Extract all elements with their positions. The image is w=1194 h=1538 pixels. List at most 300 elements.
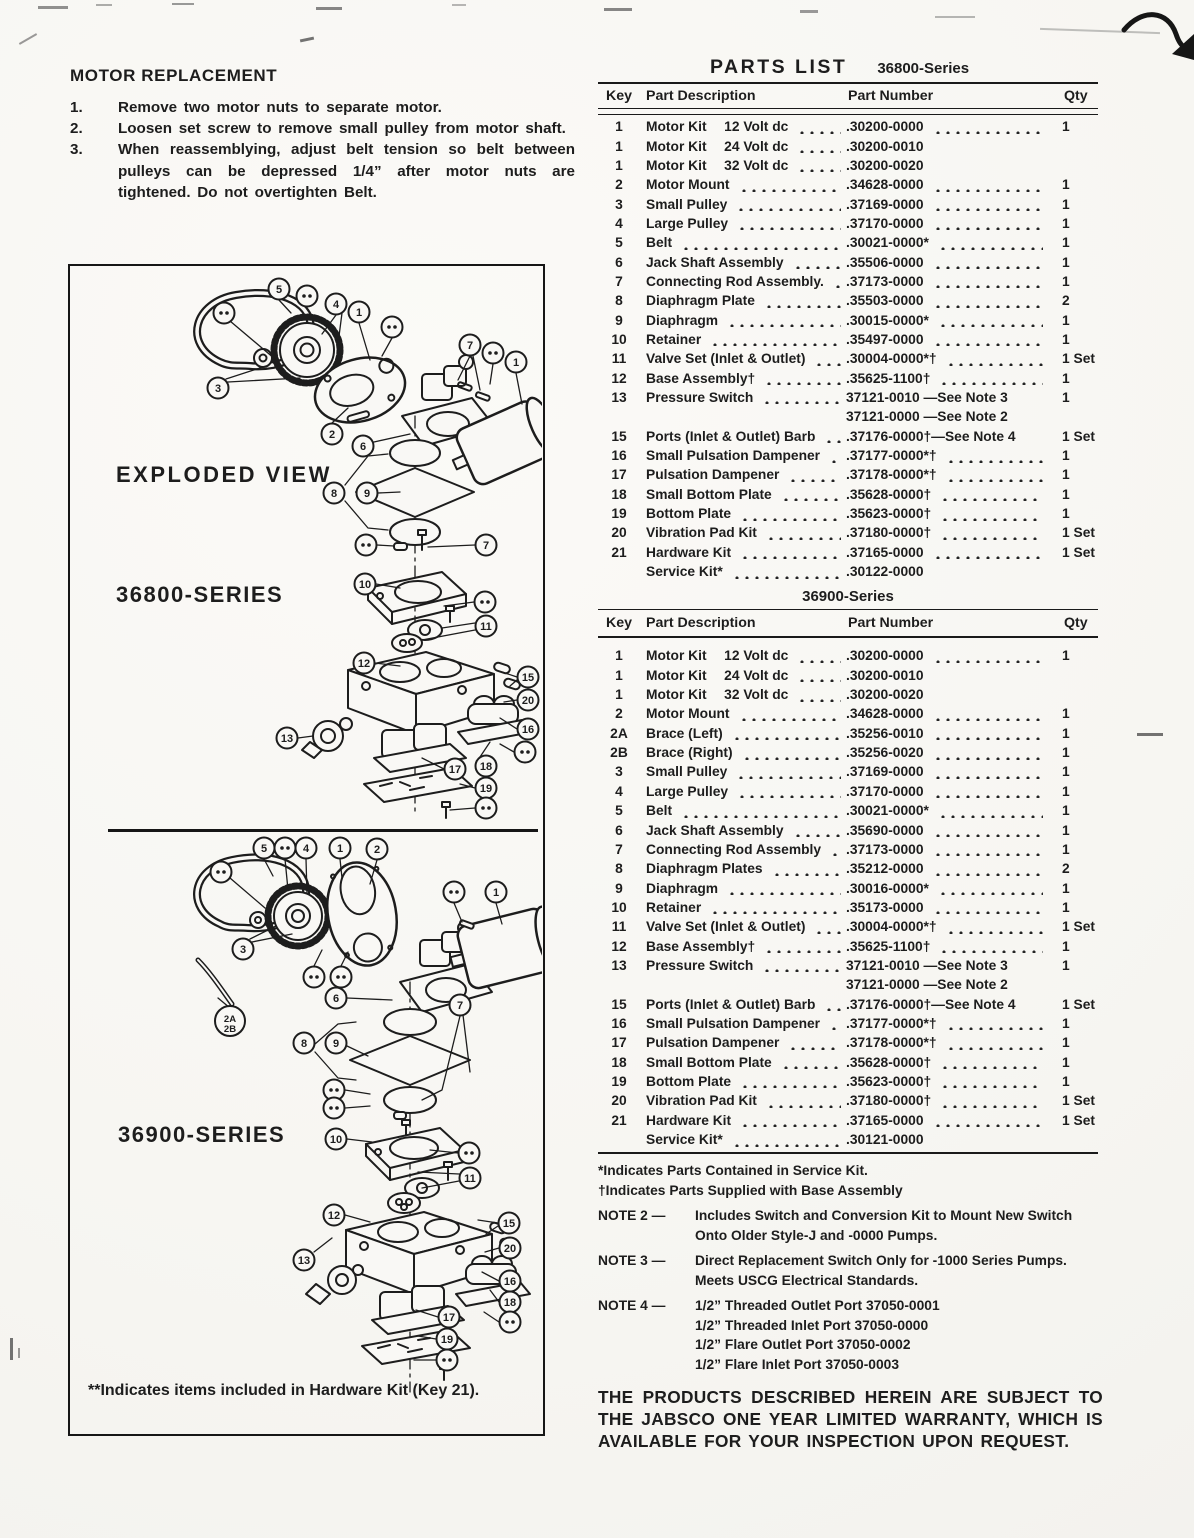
- svg-text:7: 7: [466, 340, 474, 352]
- part-description: Jack Shaft Assembly: [640, 255, 846, 270]
- part-number: .35212-0000: [846, 861, 1048, 876]
- part-key: 3: [615, 764, 623, 780]
- part-qty: 1: [1062, 1035, 1070, 1051]
- part-number: .37180-0000†: [846, 525, 1048, 540]
- part-description: Connecting Rod Assembly.: [640, 274, 846, 289]
- callout-hardware: [297, 286, 318, 307]
- part-row: [598, 685, 1098, 704]
- part-qty: 1: [1062, 1073, 1070, 1089]
- callout-2: [367, 839, 388, 860]
- part-description: Hardware Kit: [640, 545, 846, 560]
- part-key: 19: [611, 1073, 627, 1089]
- table-header-36800: [598, 82, 1098, 108]
- part-row: [598, 956, 1098, 975]
- part-number: .37177-0000*†: [846, 448, 1048, 463]
- svg-text:9: 9: [363, 488, 371, 500]
- callout-13: [294, 1250, 315, 1271]
- svg-text:19: 19: [440, 1334, 454, 1346]
- scan-noise: [316, 7, 342, 10]
- svg-text:13: 13: [297, 1255, 311, 1267]
- svg-text:11: 11: [464, 1173, 476, 1185]
- instruction-item: [70, 97, 575, 118]
- part-number: .37173-0000: [846, 842, 1048, 857]
- part-number: .30004-0000*†: [846, 919, 1048, 934]
- part-number: .35690-0000: [846, 823, 1048, 838]
- scan-noise: [19, 33, 37, 45]
- part-key: 9: [615, 312, 623, 328]
- svg-text:15: 15: [521, 672, 535, 684]
- part-qty: 1: [1062, 331, 1070, 347]
- part-row: [598, 801, 1098, 820]
- callout-6: [326, 988, 347, 1009]
- callout-13: [277, 728, 298, 749]
- part-number: .37178-0000*†: [846, 1035, 1048, 1050]
- svg-text:4: 4: [302, 843, 310, 855]
- part-key: 11: [611, 351, 627, 367]
- part-number: .35503-0000: [846, 293, 1048, 308]
- part-row: [598, 1072, 1098, 1091]
- part-number: .37176-0000†—See Note 4: [846, 996, 1016, 1012]
- part-description: Jack Shaft Assembly: [640, 823, 846, 838]
- part-number: .30021-0000*: [846, 235, 1048, 250]
- part-description: Pulsation Dampener: [640, 1035, 846, 1050]
- leader-dots: [931, 545, 1044, 559]
- part-number: 37121-0000 —See Note 2: [846, 977, 1008, 993]
- part-row: [598, 485, 1098, 504]
- svg-text:6: 6: [359, 441, 367, 453]
- part-number: .37177-0000*†: [846, 1016, 1048, 1031]
- leader-dots: [931, 726, 1044, 740]
- leader-dots: [931, 197, 1044, 211]
- leader-dots: [738, 545, 841, 559]
- leader-dots: [735, 216, 841, 230]
- part-qty: 1: [1062, 764, 1070, 780]
- callout-18: [476, 756, 497, 777]
- part-description: Service Kit*: [640, 564, 846, 579]
- leader-dots: [938, 507, 1043, 521]
- part-row: [598, 878, 1098, 897]
- part-qty: 1 Set: [1062, 1112, 1095, 1128]
- leader-dots: [822, 429, 841, 443]
- part-description: Large Pulley: [640, 216, 846, 231]
- leader-dots: [762, 939, 841, 953]
- leader-dots: [828, 842, 841, 856]
- leader-dots: [770, 862, 841, 876]
- leader-dots: [762, 294, 841, 308]
- part-key: 4: [615, 783, 623, 799]
- leader-dots: [737, 707, 841, 721]
- svg-text:8: 8: [300, 1038, 308, 1050]
- svg-text:3: 3: [239, 944, 247, 956]
- note-line: 1/2” Threaded Outlet Port 37050-0001: [695, 1298, 940, 1314]
- note-line: 1/2” Flare Inlet Port 37050-0003: [695, 1356, 899, 1372]
- service-kit-footnote: *Indicates Parts Contained in Service Kit.: [598, 1163, 868, 1179]
- leader-dots: [931, 784, 1044, 798]
- part-row: [598, 543, 1098, 562]
- leader-dots: [764, 526, 841, 540]
- leader-dots: [708, 900, 841, 914]
- table-header-36900: [598, 610, 1098, 636]
- instruction-item: [70, 118, 575, 139]
- part-row: [598, 782, 1098, 801]
- svg-text:16: 16: [503, 1276, 517, 1288]
- callout-2: [322, 424, 343, 445]
- svg-text:18: 18: [479, 761, 493, 773]
- callout-11: [460, 1168, 481, 1189]
- part-number: .30200-0020: [846, 687, 924, 703]
- svg-text:5: 5: [260, 843, 268, 855]
- leader-dots: [779, 487, 841, 501]
- callout-16: [500, 1271, 521, 1292]
- part-description: Brace (Left): [640, 726, 846, 741]
- col-part-number: Part Number: [848, 88, 934, 104]
- part-qty: 1: [1062, 725, 1070, 741]
- part-description: Belt: [640, 235, 846, 250]
- part-key: 20: [611, 525, 627, 541]
- leader-dots: [725, 881, 841, 895]
- part-description: Bottom Plate: [640, 1074, 846, 1089]
- part-row: [598, 936, 1098, 955]
- part-number: .30021-0000*: [846, 803, 1048, 818]
- svg-text:20: 20: [521, 695, 535, 707]
- part-description: Retainer: [640, 900, 846, 915]
- callout-19: [476, 778, 497, 799]
- note-label: NOTE 2 —: [598, 1208, 666, 1224]
- item-text: Remove two motor nuts to separate motor.: [118, 99, 442, 116]
- svg-text:17: 17: [442, 1312, 456, 1324]
- leader-dots: [827, 449, 841, 463]
- part-number: .37180-0000†: [846, 1093, 1048, 1108]
- part-number: .30200-0010: [846, 138, 924, 154]
- part-key: 6: [615, 822, 623, 838]
- part-qty: 1: [1062, 254, 1070, 270]
- part-row: [598, 975, 1098, 994]
- leader-dots: [679, 236, 841, 250]
- part-number: .35623-0000†: [846, 1074, 1048, 1089]
- leader-dots: [791, 823, 841, 837]
- leader-dots: [931, 120, 1044, 134]
- leader-dots: [740, 746, 841, 760]
- svg-text:11: 11: [480, 621, 492, 633]
- part-qty: 1: [1062, 119, 1070, 135]
- part-key: 19: [611, 506, 627, 522]
- note-label: NOTE 3 —: [598, 1253, 666, 1269]
- part-description: Large Pulley: [640, 784, 846, 799]
- part-description: Pressure Switch: [640, 390, 846, 405]
- leader-dots: [795, 668, 841, 682]
- part-description: Motor Kit 24 Volt dc: [640, 139, 846, 154]
- leader-dots: [931, 1113, 1044, 1127]
- leader-dots: [937, 939, 1043, 953]
- part-number: .34628-0000: [846, 706, 1048, 721]
- legend-footnotes: [598, 1161, 1098, 1200]
- scan-noise: [800, 10, 818, 13]
- callout-hardware: [356, 535, 377, 556]
- part-key: 5: [615, 235, 623, 251]
- note-line: Direct Replacement Switch Only for -1000 Series Pumps.: [695, 1253, 1067, 1269]
- note-line: Onto Older Style-J and -0000 Pumps.: [695, 1227, 938, 1243]
- parts-list-header: [598, 56, 1098, 82]
- part-number: .37170-0000: [846, 216, 1048, 231]
- callout-15: [518, 667, 539, 688]
- hardware-kit-footnote: **Indicates items included in Hardware Kit (Key 21).: [88, 1382, 480, 1399]
- callout-4: [296, 838, 317, 859]
- parts-list-section: [598, 56, 1103, 1452]
- part-description: Motor Kit 12 Volt dc: [640, 119, 846, 134]
- part-row: [598, 272, 1098, 291]
- leader-dots: [737, 178, 841, 192]
- svg-text:17: 17: [448, 764, 462, 776]
- leader-dots: [730, 726, 841, 740]
- series-36800-heading: 36800-Series: [877, 60, 970, 77]
- callout-7: [450, 995, 471, 1016]
- warranty-statement: THE PRODUCTS DESCRIBED HEREIN ARE SUBJECT TO THE JABSCO ONE YEAR LIMITED WARRANTY, WHICH IS AVAILABLE FOR YOUR INSPECTION UPON REQUEST.: [598, 1387, 1103, 1452]
- part-key: 2B: [610, 745, 628, 761]
- part-description: Vibration Pad Kit: [640, 525, 846, 540]
- part-qty: 1: [1062, 899, 1070, 915]
- callout-1: [506, 352, 527, 373]
- rule: [598, 1152, 1098, 1154]
- leader-dots: [931, 332, 1044, 346]
- part-key: 15: [611, 996, 627, 1012]
- leader-dots: [730, 1133, 841, 1147]
- leader-dots: [944, 352, 1043, 366]
- part-key: 4: [615, 215, 623, 231]
- leader-dots: [764, 1094, 841, 1108]
- leader-dots: [795, 688, 841, 702]
- part-key: 2: [615, 706, 623, 722]
- series-36900-heading: 36900-Series: [802, 588, 894, 606]
- callout-7: [460, 335, 481, 356]
- part-qty: 1: [1062, 841, 1070, 857]
- part-description: Hardware Kit: [640, 1113, 846, 1128]
- part-number: .35173-0000: [846, 900, 1048, 915]
- part-key: 7: [615, 273, 623, 289]
- leader-dots: [831, 274, 841, 288]
- leader-dots: [725, 313, 841, 327]
- leader-dots: [931, 900, 1044, 914]
- leader-dots: [931, 765, 1044, 779]
- leader-dots: [938, 487, 1043, 501]
- part-row: [598, 291, 1098, 310]
- part-key: 16: [611, 1015, 627, 1031]
- part-number: .30200-0000: [846, 119, 1048, 134]
- part-row: [598, 1091, 1098, 1110]
- svg-text:10: 10: [329, 1134, 343, 1146]
- part-qty: 1: [1062, 957, 1070, 973]
- leader-dots: [944, 1016, 1043, 1030]
- leader-dots: [795, 139, 841, 153]
- callout-7: [476, 535, 497, 556]
- part-number: 37121-0010 —See Note 3: [846, 389, 1008, 405]
- part-qty: 1: [1062, 312, 1070, 328]
- leader-dots: [944, 920, 1043, 934]
- leader-dots: [795, 158, 841, 172]
- callout-4: [326, 294, 347, 315]
- part-key: 16: [611, 448, 627, 464]
- part-qty: 1: [1062, 177, 1070, 193]
- note-2: [598, 1206, 1098, 1245]
- svg-text:2: 2: [373, 844, 381, 856]
- part-key: 5: [615, 803, 623, 819]
- part-row: [598, 562, 1098, 581]
- leader-dots: [944, 1036, 1043, 1050]
- part-number: .35625-1100†: [846, 371, 1048, 386]
- exploded-view-panel: [68, 264, 545, 1436]
- part-row: [598, 994, 1098, 1013]
- part-qty: 1: [1062, 745, 1070, 761]
- part-row: [598, 427, 1098, 446]
- part-description: Connecting Rod Assembly: [640, 842, 846, 857]
- callout-10: [355, 574, 376, 595]
- leader-dots: [812, 352, 841, 366]
- part-description: Pulsation Dampener: [640, 467, 846, 482]
- part-description: Bottom Plate: [640, 506, 846, 521]
- scan-noise: [38, 6, 68, 9]
- part-description: Small Pulley: [640, 197, 846, 212]
- part-number: .30121-0000: [846, 1132, 924, 1148]
- part-key: 12: [611, 370, 627, 386]
- callout-19: [437, 1329, 458, 1350]
- part-description: Ports (Inlet & Outlet) Barb: [640, 429, 846, 444]
- part-qty: 1: [1062, 215, 1070, 231]
- item-number: 2.: [70, 120, 83, 138]
- part-key: 10: [611, 899, 627, 915]
- leader-dots: [760, 390, 841, 404]
- leader-dots: [734, 765, 841, 779]
- callout-6: [353, 436, 374, 457]
- part-row: [598, 1052, 1098, 1071]
- part-qty: 1 Set: [1062, 544, 1095, 560]
- callout-12: [354, 653, 375, 674]
- part-number: .37165-0000: [846, 545, 1048, 560]
- part-row: [598, 117, 1098, 136]
- leader-dots: [938, 1094, 1043, 1108]
- part-key: 21: [611, 1112, 627, 1128]
- scan-noise: [18, 1348, 20, 1358]
- part-key: 1: [615, 157, 623, 173]
- callout-15: [499, 1213, 520, 1234]
- part-key: 1: [615, 138, 623, 154]
- part-qty: 2: [1062, 293, 1070, 309]
- instruction-item: [70, 139, 575, 203]
- leader-dots: [937, 371, 1043, 385]
- part-description: Belt: [640, 803, 846, 818]
- part-description: Small Pulley: [640, 764, 846, 779]
- parts-list-title: PARTS LIST: [710, 56, 848, 78]
- callout-hardware: [476, 798, 497, 819]
- part-qty: 1: [1062, 938, 1070, 954]
- callout-3: [233, 939, 254, 960]
- part-key: 13: [611, 957, 627, 973]
- part-row: [598, 724, 1098, 743]
- note-line: Meets USCG Electrical Standards.: [695, 1272, 919, 1288]
- part-row: [598, 233, 1098, 252]
- svg-text:20: 20: [503, 1243, 517, 1255]
- part-key: 3: [615, 196, 623, 212]
- leader-dots: [730, 565, 841, 579]
- callout-17: [439, 1307, 460, 1328]
- part-row: [598, 1130, 1098, 1149]
- part-row: [598, 1111, 1098, 1130]
- leader-dots: [931, 746, 1044, 760]
- part-number: .35256-0020: [846, 745, 1048, 760]
- part-number: .35623-0000†: [846, 506, 1048, 521]
- leader-dots: [762, 371, 841, 385]
- svg-text:6: 6: [332, 993, 340, 1005]
- part-qty: 1: [1062, 706, 1070, 722]
- callout-20: [500, 1238, 521, 1259]
- item-number: 1.: [70, 99, 83, 116]
- callout-hardware: [331, 967, 352, 988]
- leader-dots: [738, 507, 841, 521]
- part-key: 8: [615, 861, 623, 877]
- svg-text:1: 1: [355, 307, 363, 319]
- leader-dots: [931, 178, 1044, 192]
- part-number: 37121-0010 —See Note 3: [846, 957, 1008, 973]
- part-description: Motor Kit 12 Volt dc: [640, 648, 846, 663]
- svg-text:13: 13: [280, 733, 294, 745]
- part-row: [598, 523, 1098, 542]
- note-line: 1/2” Flare Outlet Port 37050-0002: [695, 1337, 911, 1353]
- part-key: 11: [611, 919, 627, 935]
- col-key: Key: [605, 615, 633, 632]
- part-key: 1: [615, 119, 623, 135]
- part-description: Base Assembly†: [640, 939, 846, 954]
- part-row: [598, 214, 1098, 233]
- part-description: Pressure Switch: [640, 958, 846, 973]
- part-number: .37170-0000: [846, 784, 1048, 799]
- scan-noise: [300, 37, 314, 43]
- leader-dots: [779, 1055, 841, 1069]
- parts-table-36800: [598, 115, 1098, 581]
- scan-noise: [1137, 733, 1163, 736]
- part-number: .30200-0000: [846, 648, 1048, 663]
- part-row: [598, 1033, 1098, 1052]
- part-description: Motor Kit 24 Volt dc: [640, 668, 846, 683]
- part-key: 7: [615, 841, 623, 857]
- callout-hardware: [382, 317, 403, 338]
- part-description: Diaphragm: [640, 313, 846, 328]
- leader-dots: [738, 1074, 841, 1088]
- part-row: [598, 156, 1098, 175]
- svg-text:1: 1: [336, 843, 344, 855]
- col-qty: Qty: [1064, 615, 1088, 632]
- part-key: 1: [615, 648, 623, 664]
- part-qty: 1: [1062, 803, 1070, 819]
- part-number: 37121-0000 —See Note 2: [846, 409, 1008, 425]
- callout-hardware: [304, 967, 325, 988]
- part-number: .37169-0000: [846, 764, 1048, 779]
- part-description: Service Kit*: [640, 1132, 846, 1147]
- leader-dots: [812, 920, 841, 934]
- part-key: 1: [615, 687, 623, 703]
- part-key: 18: [611, 486, 627, 502]
- leader-dots: [795, 649, 841, 663]
- part-description: Small Pulsation Dampener: [640, 448, 846, 463]
- part-row: [598, 330, 1098, 349]
- part-number: .35506-0000: [846, 255, 1048, 270]
- note-line: 1/2” Threaded Inlet Port 37050-0000: [695, 1317, 929, 1333]
- part-row: [598, 704, 1098, 723]
- part-key: 15: [611, 428, 627, 444]
- callout-9: [357, 483, 378, 504]
- part-row: [598, 820, 1098, 839]
- callout-8: [294, 1033, 315, 1054]
- part-row: [598, 136, 1098, 155]
- part-row: [598, 1014, 1098, 1033]
- part-description: Brace (Right): [640, 745, 846, 760]
